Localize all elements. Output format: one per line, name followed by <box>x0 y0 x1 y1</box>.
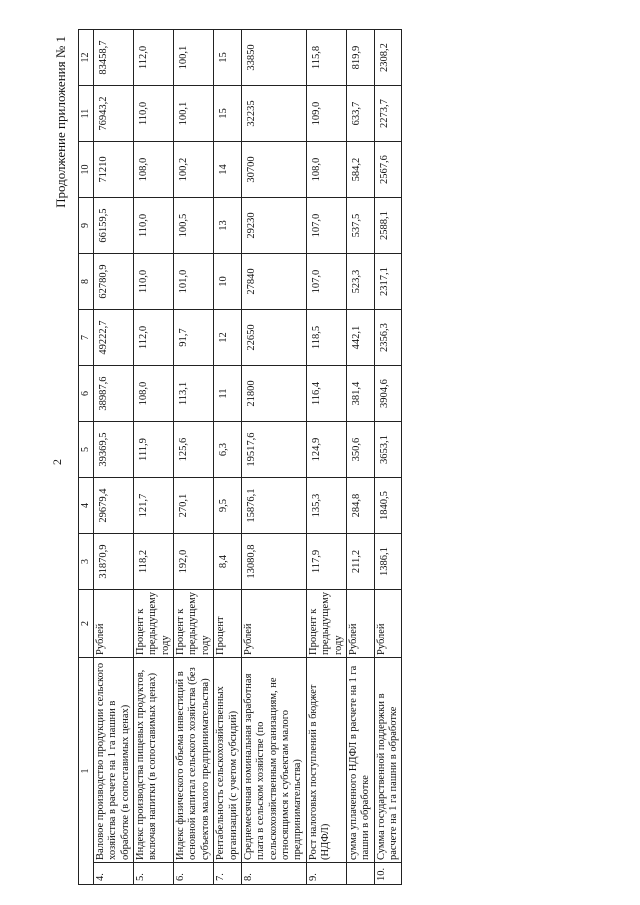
column-header: 6 <box>79 366 94 422</box>
value-cell: 284,8 <box>346 478 374 534</box>
table-row <box>346 30 374 885</box>
value-cell: 71210 <box>93 142 133 198</box>
value-cell: 110,0 <box>133 86 173 142</box>
row-number: 4. <box>93 863 133 885</box>
value-cell: 15 <box>214 86 242 142</box>
table-row <box>174 30 214 885</box>
column-header: 5 <box>79 422 94 478</box>
indicator-name: сумма уплаченного НДФЛ в расчете на 1 га пашни в обработке <box>346 658 374 863</box>
value-cell: 819,9 <box>346 30 374 86</box>
value-cell: 1840,5 <box>374 478 402 534</box>
column-header: 11 <box>79 86 94 142</box>
value-cell: 100,1 <box>174 86 214 142</box>
column-header: 10 <box>79 142 94 198</box>
value-cell: 76943,2 <box>93 86 133 142</box>
value-cell: 115,8 <box>306 30 346 86</box>
column-header: 7 <box>79 310 94 366</box>
indicator-name: Среднемесячная номинальная заработная плата в сельском хозяйстве (по сельскохозяйственным организациям, не относящимся к субъектам малого предпринимательства) <box>241 658 306 863</box>
value-cell: 2317,1 <box>374 254 402 310</box>
unit-of-measure: Рублей <box>374 590 402 658</box>
column-header: 4 <box>79 478 94 534</box>
row-number: 5. <box>133 863 173 885</box>
unit-of-measure: Процент <box>214 590 242 658</box>
value-cell: 32235 <box>241 86 306 142</box>
value-cell: 442,1 <box>346 310 374 366</box>
unit-of-measure: Рублей <box>346 590 374 658</box>
value-cell: 14 <box>214 142 242 198</box>
indicator-name: Валовое производство продукции сельского хозяйства в расчете на 1 га пашни в обработке (в сопоставимых ценах) <box>93 658 133 863</box>
value-cell: 100,5 <box>174 198 214 254</box>
value-cell: 91,7 <box>174 310 214 366</box>
value-cell: 31870,9 <box>93 534 133 590</box>
value-cell: 30700 <box>241 142 306 198</box>
table-row <box>133 30 173 885</box>
value-cell: 3904,6 <box>374 366 402 422</box>
value-cell: 12 <box>214 310 242 366</box>
value-cell: 108,0 <box>133 366 173 422</box>
indicator-name: Рентабельность сельскохозяйственных организаций (с учетом субсидий) <box>214 658 242 863</box>
value-cell: 33850 <box>241 30 306 86</box>
value-cell: 62780,9 <box>93 254 133 310</box>
column-header: 8 <box>79 254 94 310</box>
column-header: 1 <box>79 658 94 885</box>
value-cell: 100,1 <box>174 30 214 86</box>
value-cell: 21800 <box>241 366 306 422</box>
value-cell: 109,0 <box>306 86 346 142</box>
value-cell: 350,6 <box>346 422 374 478</box>
value-cell: 2356,3 <box>374 310 402 366</box>
table-row <box>374 30 402 885</box>
table-row <box>306 30 346 885</box>
value-cell: 381,4 <box>346 366 374 422</box>
value-cell: 101,0 <box>174 254 214 310</box>
table-row <box>214 30 242 885</box>
value-cell: 112,0 <box>133 30 173 86</box>
value-cell: 22650 <box>241 310 306 366</box>
value-cell: 2308,2 <box>374 30 402 86</box>
column-header: 9 <box>79 198 94 254</box>
value-cell: 135,3 <box>306 478 346 534</box>
value-cell: 3653,1 <box>374 422 402 478</box>
value-cell: 6,3 <box>214 422 242 478</box>
value-cell: 121,7 <box>133 478 173 534</box>
value-cell: 8,4 <box>214 534 242 590</box>
value-cell: 29230 <box>241 198 306 254</box>
unit-of-measure: Процент к предыдущему году <box>133 590 173 658</box>
table-row <box>93 30 133 885</box>
value-cell: 39369,5 <box>93 422 133 478</box>
column-header: 3 <box>79 534 94 590</box>
value-cell: 270,1 <box>174 478 214 534</box>
value-cell: 2588,1 <box>374 198 402 254</box>
value-cell: 100,2 <box>174 142 214 198</box>
row-number: 8. <box>241 863 306 885</box>
value-cell: 11 <box>214 366 242 422</box>
page-number: 2 <box>50 459 64 465</box>
value-cell: 118,2 <box>133 534 173 590</box>
value-cell: 117,9 <box>306 534 346 590</box>
value-cell: 125,6 <box>174 422 214 478</box>
value-cell: 113,1 <box>174 366 214 422</box>
value-cell: 83458,7 <box>93 30 133 86</box>
indicator-name: Индекс производства пищевых продуктов, включая напитки (в сопоставимых ценах) <box>133 658 173 863</box>
value-cell: 111,9 <box>133 422 173 478</box>
value-cell: 118,5 <box>306 310 346 366</box>
unit-of-measure: Процент к предыдущему году <box>306 590 346 658</box>
value-cell: 584,2 <box>346 142 374 198</box>
value-cell: 192,0 <box>174 534 214 590</box>
value-cell: 2273,7 <box>374 86 402 142</box>
value-cell: 523,3 <box>346 254 374 310</box>
table-row <box>241 30 306 885</box>
value-cell: 537,5 <box>346 198 374 254</box>
column-header: 2 <box>79 590 94 658</box>
row-number <box>346 863 374 885</box>
value-cell: 633,7 <box>346 86 374 142</box>
value-cell: 108,0 <box>133 142 173 198</box>
value-cell: 66159,5 <box>93 198 133 254</box>
value-cell: 116,4 <box>306 366 346 422</box>
unit-of-measure: Процент к предыдущему году <box>174 590 214 658</box>
continuation-label: Продолжение приложения № 1 <box>53 36 68 208</box>
value-cell: 29679,4 <box>93 478 133 534</box>
row-number: 10. <box>374 863 402 885</box>
indicator-name: Сумма государственной поддержки в расчете на 1 га пашни в обработке <box>374 658 402 863</box>
value-cell: 15 <box>214 30 242 86</box>
indicator-name: Рост налоговых поступлений в бюджет (НДФЛ) <box>306 658 346 863</box>
indicator-name: Индекс физического объема инвестиций в основной капитал сельского хозяйства (без субъектов малого предпринимательства) <box>174 658 214 863</box>
value-cell: 112,0 <box>133 310 173 366</box>
value-cell: 1386,1 <box>374 534 402 590</box>
value-cell: 15876,1 <box>241 478 306 534</box>
value-cell: 2567,6 <box>374 142 402 198</box>
value-cell: 110,0 <box>133 254 173 310</box>
value-cell: 108,0 <box>306 142 346 198</box>
value-cell: 19517,6 <box>241 422 306 478</box>
value-cell: 124,9 <box>306 422 346 478</box>
value-cell: 13080,8 <box>241 534 306 590</box>
column-header: 12 <box>79 30 94 86</box>
value-cell: 38987,6 <box>93 366 133 422</box>
row-number: 9. <box>306 863 346 885</box>
row-number: 7. <box>214 863 242 885</box>
unit-of-measure: Рублей <box>93 590 133 658</box>
unit-of-measure: Рублей <box>241 590 306 658</box>
value-cell: 107,0 <box>306 254 346 310</box>
value-cell: 107,0 <box>306 198 346 254</box>
value-cell: 49222,7 <box>93 310 133 366</box>
value-cell: 211,2 <box>346 534 374 590</box>
value-cell: 27840 <box>241 254 306 310</box>
value-cell: 9,5 <box>214 478 242 534</box>
value-cell: 10 <box>214 254 242 310</box>
value-cell: 110,0 <box>133 198 173 254</box>
value-cell: 13 <box>214 198 242 254</box>
row-number: 6. <box>174 863 214 885</box>
indicators-table <box>78 29 402 885</box>
header-row <box>79 30 94 885</box>
